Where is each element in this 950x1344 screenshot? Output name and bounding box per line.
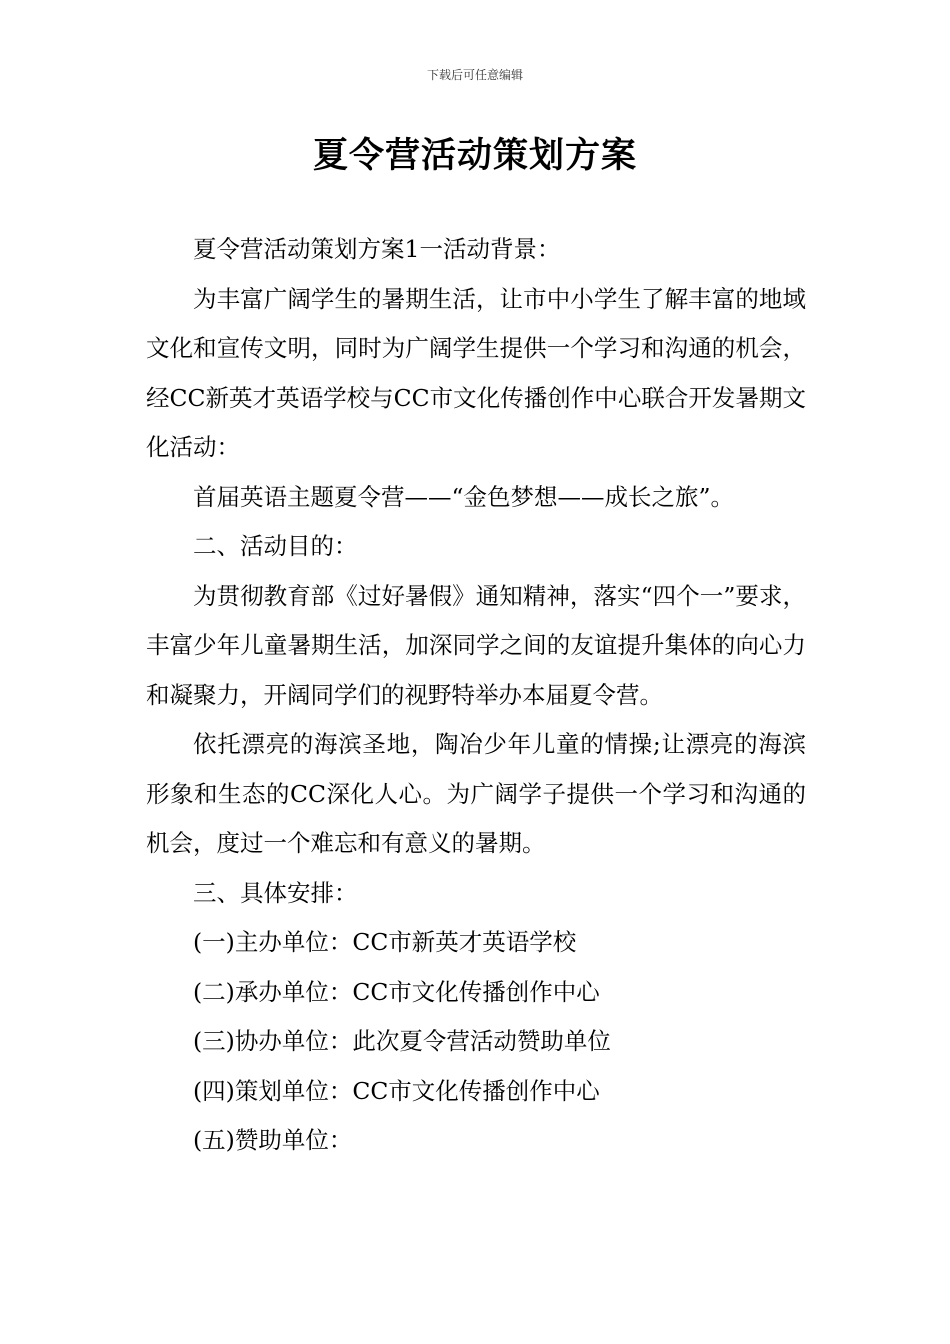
- paragraph-camp-name: 首届英语主题夏令营——“金色梦想——成长之旅”。: [193, 482, 735, 511]
- paragraph-organizer: (一)主办单位：CC市新英才英语学校: [193, 928, 577, 956]
- paragraph-purpose: 为贯彻教育部《过好暑假》通知精神，落实“四个一”要求，丰富少年儿童暑期生活，加深同学之间的友谊提升集体的向心力和凝聚力，开阔同学们的视野特举办本届夏令营。: [146, 581, 806, 709]
- header-note: 下载后可任意编辑: [426, 68, 523, 82]
- paragraph-arrangement-heading: 三、具体安排：: [193, 878, 358, 907]
- paragraph-background-heading: 夏令营活动策划方案1一活动背景：: [193, 235, 561, 263]
- paragraph-background: 为丰富广阔学生的暑期生活，让市中小学生了解丰富的地域文化和宣传文明，同时为广阔学生提供一个学习和沟通的机会，经CC新英才英语学校与CC市文化传播创作中心联合开发暑期文化活动：: [146, 284, 806, 461]
- document-body: [146, 225, 806, 1166]
- paragraph-co-organizer: (三)协办单位：此次夏令营活动赞助单位: [193, 1027, 611, 1055]
- paragraph-sponsor: (五)赞助单位：: [193, 1126, 353, 1154]
- paragraph-purpose-heading: 二、活动目的：: [193, 532, 358, 560]
- paragraph-planner: (四)策划单位：CC市文化传播创作中心: [193, 1076, 600, 1105]
- document-title: 夏令营活动策划方案: [312, 135, 637, 176]
- paragraph-undertaker: (二)承办单位：CC市文化传播创作中心: [193, 977, 600, 1006]
- paragraph-purpose-detail: 依托漂亮的海滨圣地，陶冶少年儿童的情操;让漂亮的海滨形象和生态的CC深化人心。为广阔学子提供一个学习和沟通的机会，度过一个难忘和有意义的暑期。: [146, 730, 806, 857]
